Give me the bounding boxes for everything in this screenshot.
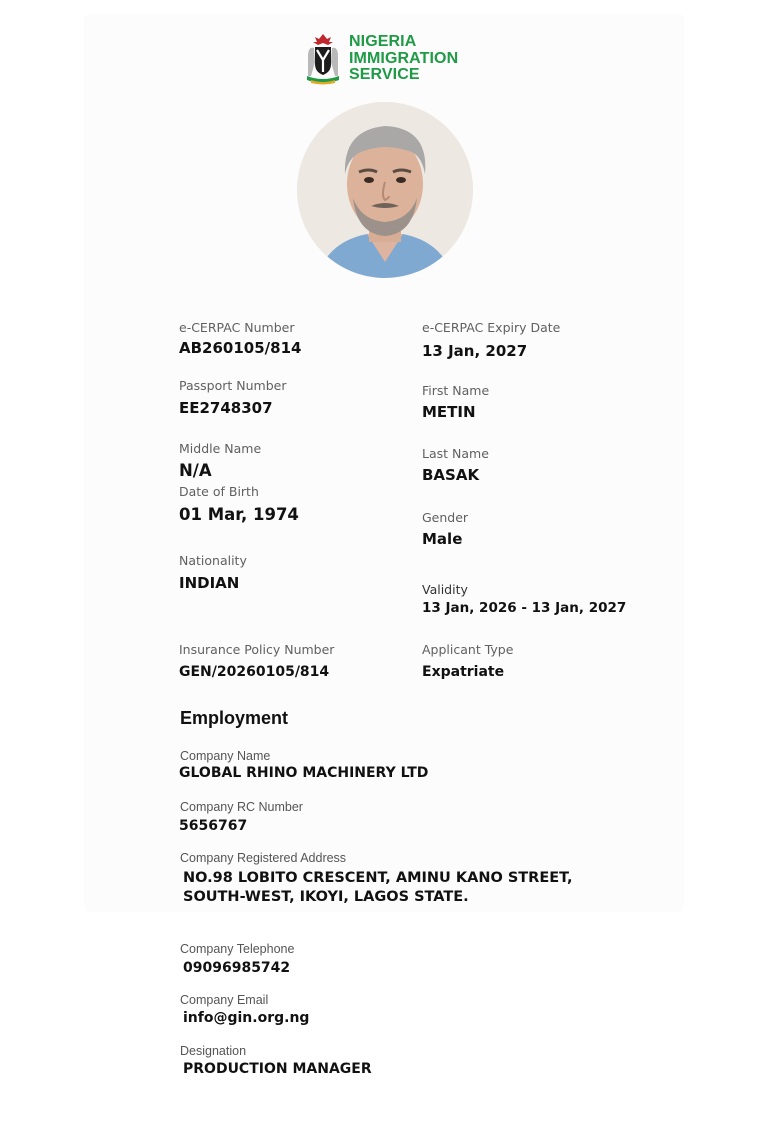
middle-name-value: N/A <box>179 461 212 480</box>
insurance-policy-label: Insurance Policy Number <box>179 642 335 657</box>
agency-name-line-2: IMMIGRATION <box>349 49 459 67</box>
company-address-value <box>183 869 572 907</box>
first-name-label: First Name <box>422 383 490 398</box>
company-rc-value: 5656767 <box>179 818 248 834</box>
designation-value: PRODUCTION MANAGER <box>183 1061 372 1077</box>
first-name-value: METIN <box>422 403 476 421</box>
designation-label: Designation <box>180 1044 247 1058</box>
company-address-line-2: SOUTH-WEST, IKOYI, LAGOS STATE. <box>183 889 469 905</box>
date-of-birth-value: 01 Mar, 1974 <box>179 505 299 524</box>
company-email-label: Company Email <box>180 993 269 1007</box>
company-name-value: GLOBAL RHINO MACHINERY LTD <box>179 765 429 781</box>
company-name-label: Company Name <box>180 749 271 763</box>
company-address-label: Company Registered Address <box>180 851 347 865</box>
agency-name <box>349 34 458 84</box>
coat-of-arms-icon <box>305 32 341 86</box>
ecerpac-expiry-value: 13 Jan, 2027 <box>422 342 528 360</box>
ecerpac-number-value: AB260105/814 <box>179 339 302 357</box>
passport-number-value: EE2748307 <box>179 399 273 417</box>
validity-label: Validity <box>422 582 468 597</box>
nationality-value: INDIAN <box>179 574 240 592</box>
company-email-value: info@gin.org.ng <box>183 1010 310 1026</box>
passport-number-label: Passport Number <box>179 378 287 393</box>
holder-photo <box>297 102 473 278</box>
agency-logo <box>305 30 475 88</box>
gender-label: Gender <box>422 510 469 525</box>
company-address-line-1: NO.98 LOBITO CRESCENT, AMINU KANO STREET, <box>183 870 573 886</box>
company-telephone-label: Company Telephone <box>180 942 295 956</box>
company-rc-label: Company RC Number <box>180 800 303 814</box>
insurance-policy-value: GEN/20260105/814 <box>179 664 330 680</box>
validity-value: 13 Jan, 2026 - 13 Jan, 2027 <box>422 600 627 616</box>
last-name-value: BASAK <box>422 466 480 484</box>
gender-value: Male <box>422 530 463 548</box>
employment-heading: Employment <box>180 708 289 728</box>
applicant-type-label: Applicant Type <box>422 642 514 657</box>
agency-name-line-3: SERVICE <box>349 66 420 83</box>
applicant-type-value: Expatriate <box>422 664 505 680</box>
last-name-label: Last Name <box>422 446 489 461</box>
date-of-birth-label: Date of Birth <box>179 484 259 499</box>
company-telephone-value: 09096985742 <box>183 960 291 976</box>
nationality-label: Nationality <box>179 553 247 568</box>
ecerpac-number-label: e-CERPAC Number <box>179 320 295 335</box>
ecerpac-expiry-label: e-CERPAC Expiry Date <box>422 320 561 335</box>
portrait-image <box>297 102 473 278</box>
middle-name-label: Middle Name <box>179 441 262 456</box>
agency-name-line-1: NIGERIA <box>349 33 417 50</box>
